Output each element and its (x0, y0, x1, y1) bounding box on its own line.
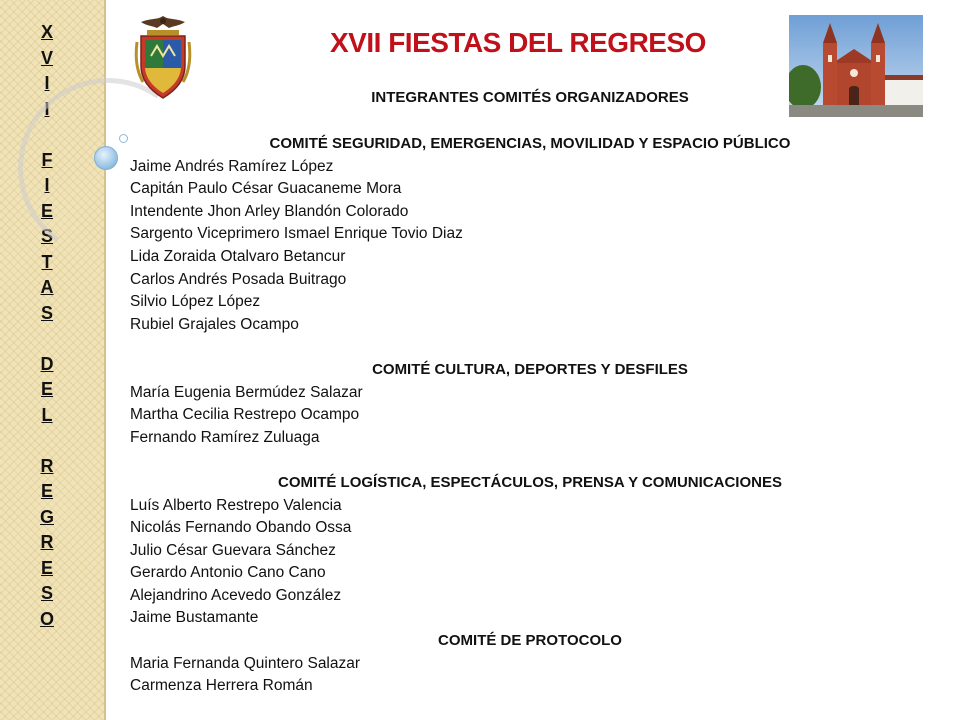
committee-member: Sargento Viceprimero Ismael Enrique Tovio Diaz (130, 225, 463, 243)
vertical-title-letter: E (40, 379, 53, 399)
committee-section (130, 133, 930, 336)
vertical-title-letter: S (40, 226, 53, 246)
section-spacer (130, 449, 930, 472)
committee-member: Jaime Andrés Ramírez López (130, 157, 334, 175)
vertical-title-letter: X (40, 22, 53, 42)
vertical-title-letter: V (40, 47, 53, 68)
committee-section (130, 472, 930, 630)
vertical-title-letter: E (40, 481, 53, 501)
page-title: XVII FIESTAS DEL REGRESO (330, 27, 706, 58)
vertical-title-letter: F (41, 149, 53, 170)
vertical-title-letter: I (44, 73, 50, 93)
vertical-title-letter: A (40, 277, 54, 297)
vertical-title-letter: O (39, 608, 54, 629)
vertical-title-letter: T (41, 251, 53, 272)
page-subtitle: INTEGRANTES COMITÉS ORGANIZADORES (371, 89, 689, 106)
committee-member: Nicolás Fernando Obando Ossa (130, 519, 352, 537)
decorative-blue-dot (94, 146, 118, 170)
committee-member: Martha Cecilia Restrepo Ocampo (130, 406, 360, 424)
committee-member: María Eugenia Bermúdez Salazar (130, 383, 363, 401)
committee-member: Fernando Ramírez Zuluaga (130, 428, 320, 446)
committee-member: Capitán Paulo César Guacaneme Mora (130, 180, 402, 198)
committees-list (130, 133, 930, 698)
committee-member: Carmenza Herrera Román (130, 677, 313, 695)
committee-member: Gerardo Antonio Cano Cano (130, 564, 326, 582)
committee-heading: COMITÉ DE PROTOCOLO (438, 632, 622, 650)
vertical-title-letter: G (39, 506, 54, 527)
vertical-title-letter: R (40, 532, 54, 552)
vertical-title-letter: I (44, 98, 50, 119)
vertical-title-letter: S (40, 583, 53, 603)
vertical-title-gap (27, 326, 67, 352)
committee-heading: COMITÉ CULTURA, DEPORTES Y DESFILES (372, 360, 688, 378)
committee-member: Lida Zoraida Otalvaro Betancur (130, 247, 346, 265)
committee-heading: COMITÉ LOGÍSTICA, ESPECTÁCULOS, PRENSA Y COMUNICACIONES (278, 473, 782, 491)
committee-member: Intendente Jhon Arley Blandón Colorado (130, 202, 409, 220)
vertical-title-letter: E (40, 200, 53, 221)
committee-member: Rubiel Grajales Ocampo (130, 315, 299, 333)
committee-section (130, 630, 930, 698)
committee-member: Julio César Guevara Sánchez (130, 541, 336, 559)
committee-member: Silvio López López (130, 293, 261, 311)
decorative-small-dot (119, 134, 128, 143)
vertical-title-gap (27, 428, 67, 454)
committee-member: Jaime Bustamante (130, 609, 259, 627)
vertical-title-letter: I (44, 175, 50, 195)
committee-member: Carlos Andrés Posada Buitrago (130, 270, 347, 288)
vertical-title-letter: D (40, 353, 54, 374)
vertical-title-letter: R (40, 455, 54, 476)
committee-section (130, 359, 930, 449)
committee-member: Luís Alberto Restrepo Valencia (130, 496, 342, 514)
vertical-title-letter: L (41, 404, 53, 425)
section-spacer (130, 336, 930, 359)
vertical-title-letter: S (40, 302, 53, 323)
vertical-title-letter: E (40, 557, 53, 578)
committee-member: Alejandrino Acevedo González (130, 586, 342, 604)
committee-member: Maria Fernanda Quintero Salazar (130, 654, 361, 672)
committee-heading: COMITÉ SEGURIDAD, EMERGENCIAS, MOVILIDAD Y ESPACIO PÚBLICO (269, 135, 791, 152)
